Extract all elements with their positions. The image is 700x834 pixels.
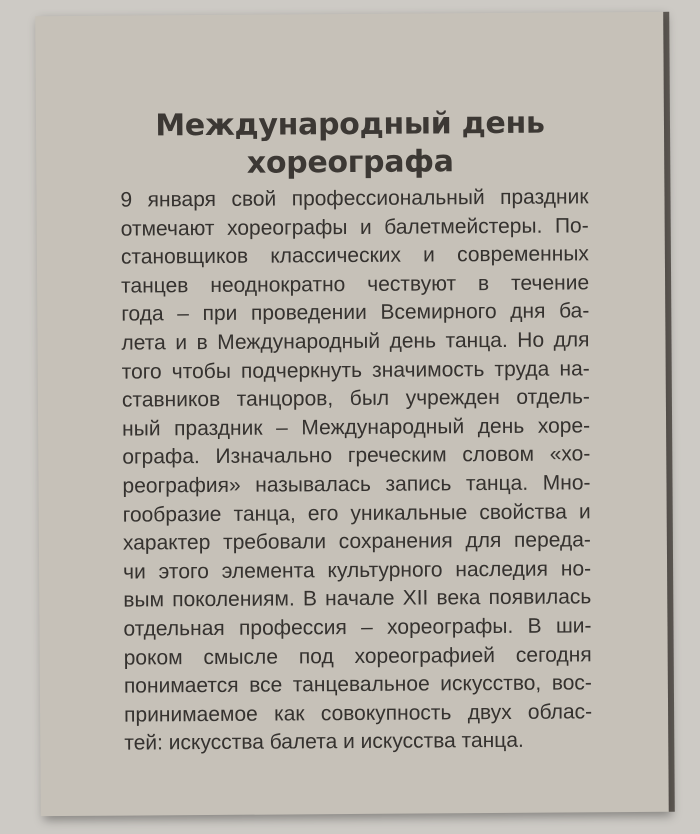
article-line: гообразие танца, его уникальные свойства и [122,499,591,527]
article-line: года – при проведении Всемирного дня ба- [121,299,590,326]
article-line: тей: искусства балета и искусства танца. [124,729,524,755]
article-line: характер требовали сохранения для переда- [122,528,591,555]
article-line: роком смысле под хореографией сегодня [123,642,592,670]
article-line: отдельная профессия – хореографы. В ши- [123,614,592,641]
article-line: становщиков классических и современных [120,242,589,269]
article-body [120,183,592,758]
article-line: танцев неоднократно чествуют в течение [121,271,590,298]
article-line: понимается все танцевальное искусство, вос- [123,671,592,698]
article-line: чи этого элемента культурного наследия но- [123,557,592,584]
article-line: ставников танцоров, был учрежден отдель- [121,385,590,412]
headline-line-2: хореографа [246,144,454,181]
article-line: того чтобы подчеркнуть значимость труда на- [121,356,590,384]
article-line: отмечают хореографы и балетмейстеры. По- [120,213,589,241]
article-line: реография» называлась запись танца. Мно- [122,471,591,498]
article-line: принимаемое как совокупность двух облас- [124,700,593,727]
article-line: ографа. Изначально греческим словом «хо- [122,442,591,469]
article-line: ный праздник – Международный день хоре- [122,414,591,441]
article-headline [36,104,665,184]
article-line: 9 января свой профессиональный праздник [120,185,589,212]
article-line: лета и в Международный день танца. Но для [121,328,590,355]
headline-line-1: Международный день [155,105,545,144]
newspaper-clipping [35,12,669,816]
article-line: вым поколениям. В начале XII века появилась [123,585,592,612]
